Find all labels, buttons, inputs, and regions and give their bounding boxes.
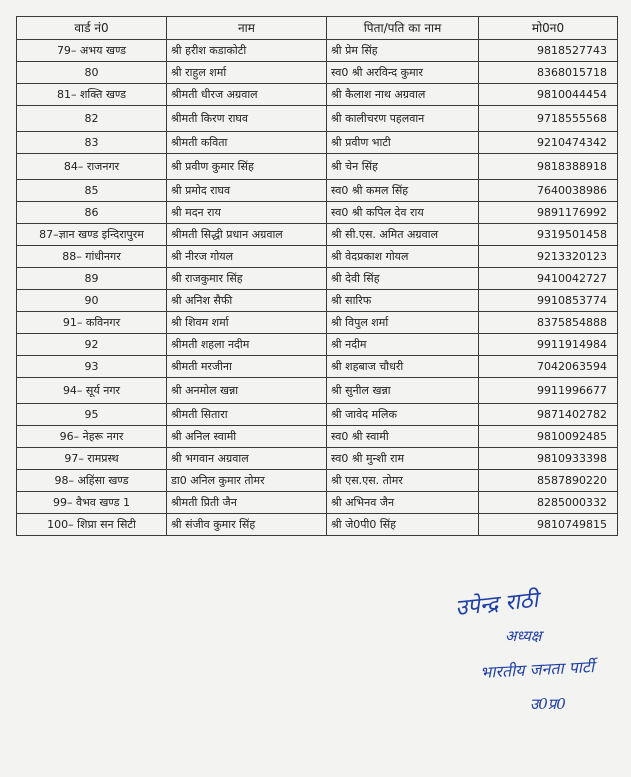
ward-list-table (16, 16, 618, 536)
parent-name-cell: श्री सारिफ (327, 290, 479, 312)
table-row (17, 202, 618, 224)
parent-name-cell: श्री एस.एस. तोमर (327, 470, 479, 492)
mobile-cell: 7042063594 (479, 356, 618, 378)
header-mobile: मो0न0 (479, 17, 618, 40)
table-row (17, 224, 618, 246)
ward-cell: 85 (17, 180, 167, 202)
parent-name-cell: स्व0 श्री अरविन्द कुमार (327, 62, 479, 84)
ward-cell: 91– कविनगर (17, 312, 167, 334)
table-row (17, 62, 618, 84)
ward-cell: 82 (17, 106, 167, 132)
ward-cell: 94– सूर्य नगर (17, 378, 167, 404)
ward-cell: 93 (17, 356, 167, 378)
name-cell: डा0 अनिल कुमार तोमर (167, 470, 327, 492)
name-cell: श्री प्रमोद राघव (167, 180, 327, 202)
parent-name-cell: श्री प्रेम सिंह (327, 40, 479, 62)
parent-name-cell: स्व0 श्री मुन्शी राम (327, 448, 479, 470)
name-cell: श्री शिवम शर्मा (167, 312, 327, 334)
parent-name-cell: श्री प्रवीण भाटी (327, 132, 479, 154)
parent-name-cell: स्व0 श्री कमल सिंह (327, 180, 479, 202)
mobile-cell: 8375854888 (479, 312, 618, 334)
ward-cell: 88– गांधीनगर (17, 246, 167, 268)
parent-name-cell: श्री सी.एस. अमित अग्रवाल (327, 224, 479, 246)
name-cell: श्रीमती प्रिती जैन (167, 492, 327, 514)
mobile-cell: 9810933398 (479, 448, 618, 470)
name-cell: श्रीमती किरण राघव (167, 106, 327, 132)
mobile-cell: 9810044454 (479, 84, 618, 106)
mobile-cell: 9810092485 (479, 426, 618, 448)
parent-name-cell: श्री सुनील खन्ना (327, 378, 479, 404)
parent-name-cell: स्व0 श्री कपिल देव राय (327, 202, 479, 224)
ward-cell: 90 (17, 290, 167, 312)
name-cell: श्रीमती मरजीना (167, 356, 327, 378)
mobile-cell: 8368015718 (479, 62, 618, 84)
table-row (17, 448, 618, 470)
name-cell: श्रीमती कविता (167, 132, 327, 154)
table-row (17, 312, 618, 334)
table-row (17, 470, 618, 492)
mobile-cell: 9810749815 (479, 514, 618, 536)
ward-cell: 97– रामप्रस्थ (17, 448, 167, 470)
parent-name-cell: श्री शहबाज चौधरी (327, 356, 479, 378)
name-cell: श्री संजीव कुमार सिंह (167, 514, 327, 536)
name-cell: श्री अनमोल खन्ना (167, 378, 327, 404)
table-row (17, 378, 618, 404)
ward-cell: 87–ज्ञान खण्ड इन्दिरापुरम (17, 224, 167, 246)
ward-cell: 92 (17, 334, 167, 356)
name-cell: श्रीमती शहला नदीम (167, 334, 327, 356)
ward-cell: 95 (17, 404, 167, 426)
table-row (17, 40, 618, 62)
mobile-cell: 9718555568 (479, 106, 618, 132)
parent-name-cell: श्री जावेद मलिक (327, 404, 479, 426)
ward-cell: 80 (17, 62, 167, 84)
table-row (17, 290, 618, 312)
header-ward: वार्ड नं0 (17, 17, 167, 40)
table-row (17, 514, 618, 536)
document-sheet (16, 16, 617, 536)
mobile-cell: 9911996677 (479, 378, 618, 404)
name-cell: श्री नीरज गोयल (167, 246, 327, 268)
parent-name-cell: श्री विपुल शर्मा (327, 312, 479, 334)
mobile-cell: 9871402782 (479, 404, 618, 426)
name-cell: श्री राजकुमार सिंह (167, 268, 327, 290)
mobile-cell: 7640038986 (479, 180, 618, 202)
ward-cell: 84– राजनगर (17, 154, 167, 180)
mobile-cell: 9911914984 (479, 334, 618, 356)
table-row (17, 106, 618, 132)
parent-name-cell: श्री देवी सिंह (327, 268, 479, 290)
parent-name-cell: श्री नदीम (327, 334, 479, 356)
ward-cell: 99– वैभव खण्ड 1 (17, 492, 167, 514)
mobile-cell: 8285000332 (479, 492, 618, 514)
parent-name-cell: श्री कैलाश नाथ अग्रवाल (327, 84, 479, 106)
table-row (17, 404, 618, 426)
mobile-cell: 9818388918 (479, 154, 618, 180)
table-row (17, 84, 618, 106)
name-cell: श्री अनिल स्वामी (167, 426, 327, 448)
parent-name-cell: श्री अभिनव जैन (327, 492, 479, 514)
parent-name-cell: श्री चेन सिंह (327, 154, 479, 180)
ward-cell: 89 (17, 268, 167, 290)
table-row (17, 492, 618, 514)
ward-cell: 79– अभय खण्ड (17, 40, 167, 62)
ward-cell: 96– नेहरू नगर (17, 426, 167, 448)
parent-name-cell: स्व0 श्री स्वामी (327, 426, 479, 448)
ward-cell: 86 (17, 202, 167, 224)
parent-name-cell: श्री वेदप्रकाश गोयल (327, 246, 479, 268)
ward-cell: 83 (17, 132, 167, 154)
mobile-cell: 9910853774 (479, 290, 618, 312)
table-row (17, 356, 618, 378)
table-row (17, 246, 618, 268)
table-body (17, 40, 618, 536)
parent-name-cell: श्री कालीचरण पहलवान (327, 106, 479, 132)
ward-cell: 81– शक्ति खण्ड (17, 84, 167, 106)
mobile-cell: 9319501458 (479, 224, 618, 246)
parent-name-cell: श्री जे0पी0 सिंह (327, 514, 479, 536)
header-parent: पिता/पति का नाम (327, 17, 479, 40)
mobile-cell: 8587890220 (479, 470, 618, 492)
name-cell: श्री अनिश सैफी (167, 290, 327, 312)
table-row (17, 426, 618, 448)
header-name: नाम (167, 17, 327, 40)
table-row (17, 180, 618, 202)
signature-name: उपेन्द्र राठी (454, 587, 540, 622)
mobile-cell: 9210474342 (479, 132, 618, 154)
table-row (17, 334, 618, 356)
signature-organisation: भारतीय जनता पार्टी (479, 657, 595, 682)
signature-designation: अध्यक्ष (505, 627, 542, 645)
mobile-cell: 9818527743 (479, 40, 618, 62)
table-header-row (17, 17, 618, 40)
table-row (17, 154, 618, 180)
signature-state: उ0प्र0 (530, 695, 566, 713)
ward-cell: 100– शिप्रा सन सिटी (17, 514, 167, 536)
table-row (17, 132, 618, 154)
name-cell: श्री मदन राय (167, 202, 327, 224)
ward-cell: 98– अहिंसा खण्ड (17, 470, 167, 492)
name-cell: श्री प्रवीण कुमार सिंह (167, 154, 327, 180)
name-cell: श्री हरीश कडाकोटी (167, 40, 327, 62)
mobile-cell: 9891176992 (479, 202, 618, 224)
name-cell: श्री राहुल शर्मा (167, 62, 327, 84)
mobile-cell: 9213320123 (479, 246, 618, 268)
name-cell: श्रीमती धीरज अग्रवाल (167, 84, 327, 106)
mobile-cell: 9410042727 (479, 268, 618, 290)
name-cell: श्री भगवान अग्रवाल (167, 448, 327, 470)
name-cell: श्रीमती सितारा (167, 404, 327, 426)
name-cell: श्रीमती सिद्धी प्रधान अग्रवाल (167, 224, 327, 246)
table-row (17, 268, 618, 290)
